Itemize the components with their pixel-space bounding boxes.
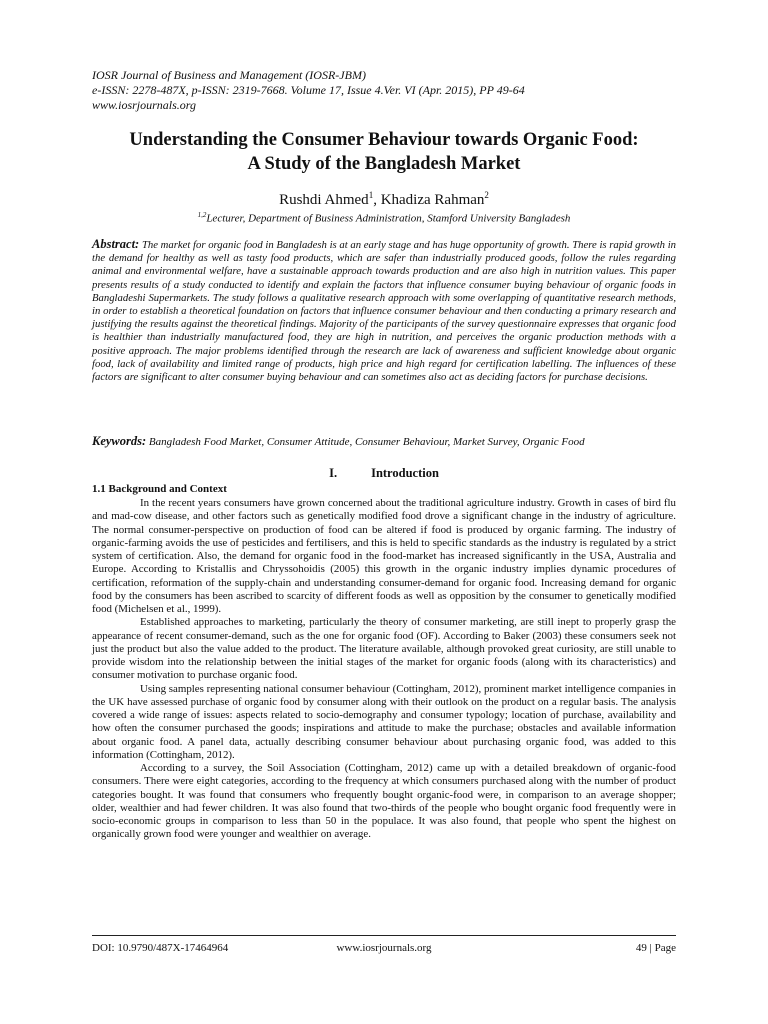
abstract-label: Abstract:	[92, 237, 140, 251]
paragraph-3: Using samples representing national consumer behaviour (Cottingham, 2012), prominent market intelligence companies in the UK have assessed purchase of organic food by consumer along with their outlook on the product on a regular basis. The analysis covered a wide range of issues: aspects related to socio-demography and consumer typology; location of purchase, availability and how often the consumer purchased the goods; inspirations and attitude to make the purchase; obstacles and available information about organic food. A panel data, actually describing consumer behaviour about purchasing organic food, was added to this information (Cottingham, 2012).	[92, 682, 676, 761]
author-1-sup: 1	[368, 190, 374, 200]
abstract	[92, 238, 676, 384]
footer-doi: DOI: 10.9790/487X-17464964	[92, 942, 229, 954]
body-text	[92, 497, 676, 842]
abstract-text: The market for organic food in Bangladesh is at an early stage and has huge opportunity of growth. There is rapid growth in the demand for healthy as well as tasty food products, which are safer than industrially produced goods, follow the rules regarding animal and environmental welfare, have a sustainable approach towards production and are also high in nutrition values. This paper presents results of a study conducted to identify and explain the factors that influence consumer buying behaviour of organic foods in Bangladeshi Supermarkets. The study follows a qualitative research approach with some overlapping of quantitative research methods, in order to establish a theoretical foundation on factors that influence consumer behaviour and then conducting a primary research and justifying the results against the theoretical findings. Majority of the participants of the survey questionnaire expresses that organic food is healthier than industrially manufactured food, they are high in nutrition, and perceives the organic production methods with a positive approach. The major problems identified through the research are lack of awareness and sufficient knowledge about organic food, lack of availability and limited range of products, high price and high regard for certification labelling. The influences of these factors are significant to alter consumer buying behaviour and can sometimes also act as deciding factors for purchase decisions.	[92, 239, 677, 384]
keywords	[92, 434, 676, 449]
paragraph-1: In the recent years consumers have grown concerned about the traditional agriculture industry. Growth in cases of bird flu and mad-cow disease, and other factors such as genetically modified food drove a significant change in the industry of agriculture. The normal consumer-perspective on production of food can be altered if food is produced by organic farming. The industry of organic-farming avoids the use of pesticides and fertilisers, and this is held to specific standards as the industry is regulated by a strict system of certification. Also, the demand for organic food in the food-market has increased significantly in the USA, Australia and Europe. According to Kristallis and Chryssohoidis (2005) this growth in the organic industry implies dynamic procedures of certification, reformation of the supply-chain and understanding consumer-demand for organic food. Increasing demand for organic food by the consumers has been ascribed to scarcity of different foods as well as opposition by the consumer to genetically modified food (Michelsen et al., 1999).	[92, 497, 676, 615]
paragraph-4: According to a survey, the Soil Association (Cottingham, 2012) came up with a detailed breakdown of organic-food consumers. There were eight categories, according to the frequency at which consumers purchased along with the number of product categories bought. It was found that consumers who frequently bought organic-food were, in comparison to an average shopper; older, wealthier and had fewer children. It was also found that two-thirds of the people who bought organic food frequently were in socio-economic groups in comparison to less than 50 in the populace. It was also found, that people who spent the highest on organically grown food were younger and wealthier on average.	[92, 762, 676, 841]
footer-website[interactable]: www.iosrjournals.org	[336, 942, 432, 954]
journal-website[interactable]: www.iosrjournals.org	[92, 98, 197, 112]
section-title: Introduction	[371, 466, 439, 480]
author-1: Rushdi Ahmed	[279, 192, 369, 208]
title-line-2: A Study of the Bangladesh Market	[247, 154, 521, 174]
section-heading	[92, 466, 676, 481]
footer-divider	[92, 935, 676, 936]
author-2-sup: 2	[484, 190, 489, 200]
section-number: I.	[329, 466, 338, 480]
paper-title	[60, 128, 708, 176]
paragraph-2: Established approaches to marketing, particularly the theory of consumer marketing, are still inept to properly grasp the appearance of recent consumer-demand, such as the one for organic food (OF). According to Baker (2003) these consumers seek not just the product but also the value added to the product. The literature available, although provoked great curiosity, are still unable to provide wisdom into the relationship between the initial stages of the market for organic foods (along with its characteristics) and consumer motivation to purchase organic food.	[92, 616, 676, 682]
author-separator: ,	[373, 192, 381, 208]
keywords-label: Keywords:	[92, 434, 147, 448]
affiliation-sup: 1,2	[197, 211, 207, 219]
journal-header	[92, 68, 525, 113]
affiliation-text: Lecturer, Department of Business Administration, Stamford University Bangladesh	[206, 212, 571, 225]
keywords-text: Bangladesh Food Market, Consumer Attitude, Consumer Behaviour, Market Survey, Organic Food	[148, 436, 585, 448]
affiliation	[60, 208, 708, 226]
footer-page-number: 49 | Page	[635, 942, 676, 954]
author-list	[60, 186, 708, 209]
author-2: Khadiza Rahman	[380, 192, 485, 208]
subsection-heading: 1.1 Background and Context	[92, 483, 227, 495]
title-line-1: Understanding the Consumer Behaviour towards Organic Food:	[129, 130, 639, 150]
journal-name: IOSR Journal of Business and Management (IOSR-JBM)	[92, 68, 366, 82]
journal-issn: e-ISSN: 2278-487X, p-ISSN: 2319-7668. Volume 17, Issue 4.Ver. VI (Apr. 2015), PP 49-64	[92, 83, 525, 97]
